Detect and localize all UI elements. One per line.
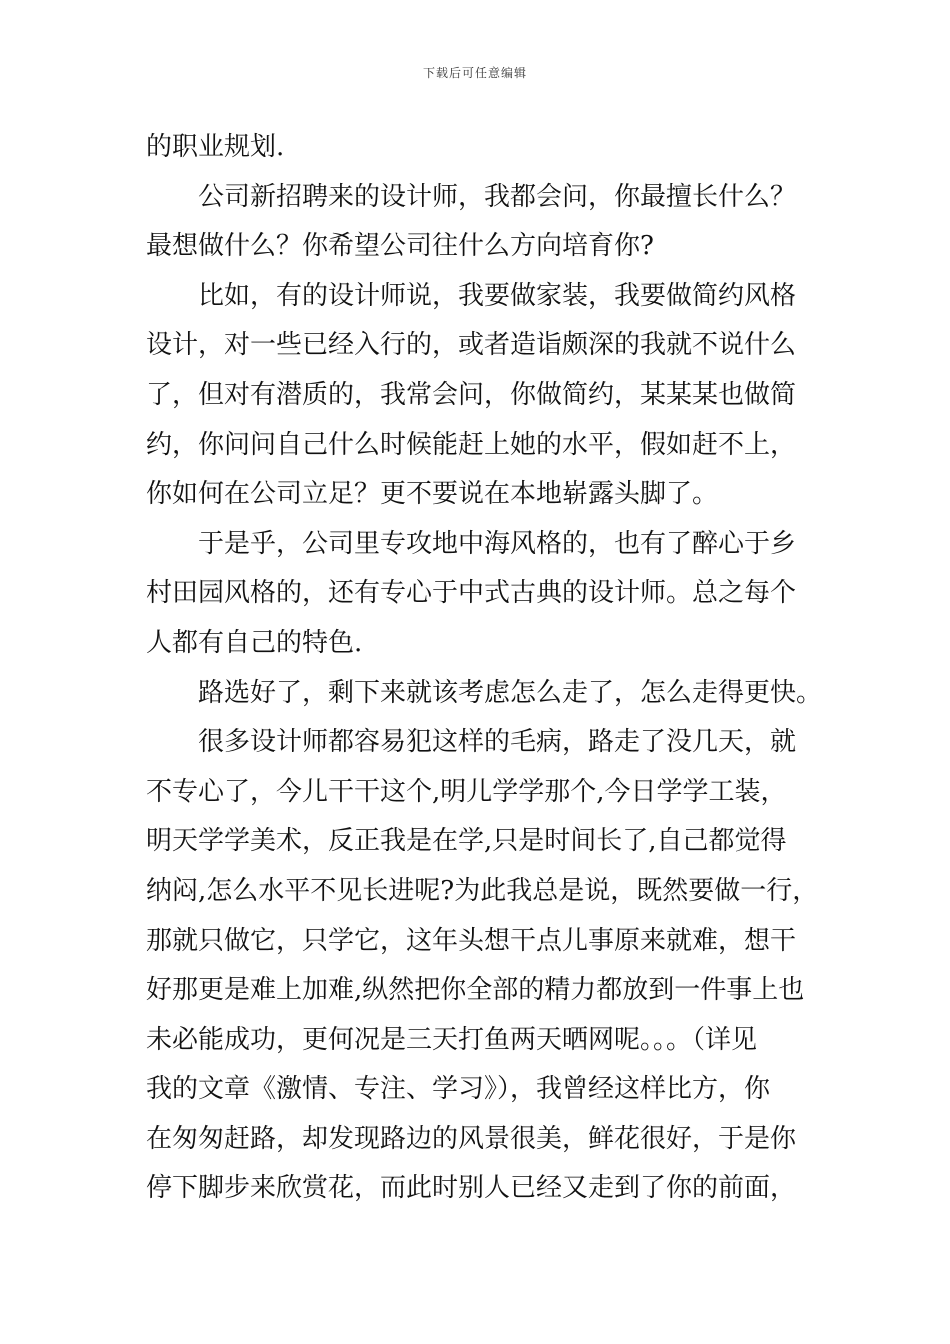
text-line: 路选好了，剩下来就该考虑怎么走了，怎么走得更快。 (198, 677, 823, 708)
text-line: 的职业规划. (146, 132, 285, 162)
text-line: 不专心了，今儿干干这个,明儿学学那个,今日学学工装， (146, 776, 787, 807)
text-line: 村田园风格的，还有专心于中式古典的设计师。总之每个 (146, 578, 797, 609)
text-line: 于是乎，公司里专攻地中海风格的，也有了醉心于乡 (198, 528, 797, 559)
text-line: 明天学学美术，反正我是在学,只是时间长了,自己都觉得 (146, 826, 787, 857)
text-line: 很多设计师都容易犯这样的毛病，路走了没几天，就 (198, 727, 797, 758)
text-line: 比如，有的设计师说，我要做家装，我要做简约风格 (198, 280, 797, 311)
page-header: 下载后可任意编辑 (422, 66, 527, 80)
text-line: 你如何在公司立足？更不要说在本地崭露头脚了。 (146, 479, 719, 510)
text-line: 在匆匆赶路，却发现路边的风景很美，鲜花很好，于是你 (146, 1123, 797, 1154)
text-line: 最想做什么？你希望公司往什么方向培育你? (146, 231, 654, 262)
text-line: 停下脚步来欣赏花，而此时别人已经又走到了你的前面， (146, 1173, 797, 1204)
document-body (146, 123, 826, 1214)
text-line: 未必能成功，更何况是三天打鱼两天晒网呢。。。（详见 (146, 1024, 758, 1055)
text-line: 我的文章《激情、专注、学习》），我曾经这样比方，你 (146, 1074, 771, 1105)
text-line: 公司新招聘来的设计师，我都会问，你最擅长什么？ (198, 181, 797, 212)
text-line: 约，你问问自己什么时候能赶上她的水平，假如赶不上， (146, 429, 797, 460)
text-line: 纳闷,怎么水平不见长进呢?为此我总是说，既然要做一行， (146, 875, 819, 906)
text-line: 设计，对一些已经入行的，或者造诣颇深的我就不说什么 (146, 330, 797, 361)
text-line: 好那更是难上加难,纵然把你全部的精力都放到一件事上也 (146, 975, 805, 1006)
text-line: 了，但对有潜质的，我常会问，你做简约，某某某也做简 (146, 379, 797, 410)
text-line: 那就只做它，只学它，这年头想干点儿事原来就难，想干 (146, 925, 797, 956)
text-line: 人都有自己的特色. (146, 627, 363, 658)
